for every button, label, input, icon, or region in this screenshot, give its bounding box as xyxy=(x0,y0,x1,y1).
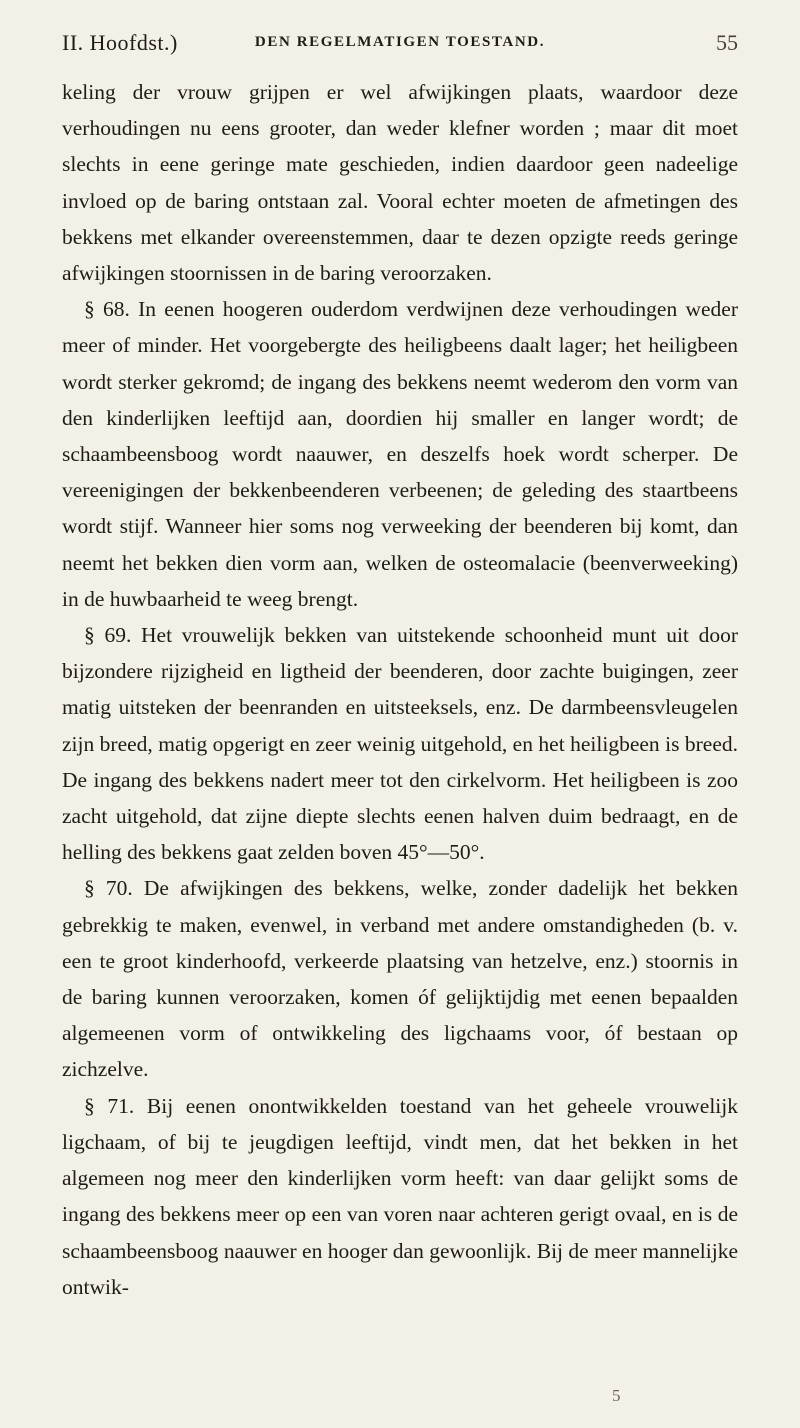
paragraph-continuation: keling der vrouw grijpen er wel afwijkingen plaats, waardoor deze verhoudingen nu eens grooter, dan weder klefner worden ; maar dit moet slechts in eene geringe mate geschieden, indien daardoor geen nadeelige invloed op de baring ontstaan zal. Vooral echter moeten de afmetingen des bekkens met elkander overeenstemmen, daar te dezen opzigte reeds geringe afwijkingen stoornissen in de baring veroorzaken. xyxy=(62,80,738,286)
running-head xyxy=(62,30,738,60)
paragraph-section-71: § 71. Bij eenen onontwikkelden toestand van het geheele vrouwelijk ligchaam, of bij te jeugdigen leeftijd, vindt men, dat het bekken in het algemeen nog meer den kinderlijken vorm heeft: van daar gelijkt soms de ingang des bekkens meer op een van voren naar achteren gerigt ovaal, en is de schaambeensboog naauwer en hooger dan gewoonlijk. Bij de meer mannelijke ontwik- xyxy=(62,1093,738,1299)
paragraph-section-68: § 68. In eenen hoogeren ouderdom verdwijnen deze verhoudingen weder meer of minder. Het voorgebergte des heiligbeens daalt lager; het heiligbeen wordt sterker gekromd; de ingang des bekkens neemt wederom den vorm van den kinderlijken leeftijd aan, doordien hij smaller en langer wordt; de schaambeensboog wordt naauwer, en deszelfs hoek wordt scherper. De vereenigingen der bekkenbeenderen verbeenen; de geleding des staartbeens wordt stijf. Wanneer hier soms nog verweeking der beenderen bij komt, dan neemt het bekken dien vorm aan, welken de osteomalacie (beenverweeking) in de huwbaarheid te weeg brengt. xyxy=(62,297,738,611)
page-number: 55 xyxy=(716,30,738,55)
chapter-reference: II. Hoofdst.) xyxy=(62,30,178,55)
paragraph-section-69: § 69. Het vrouwelijk bekken van uitstekende schoonheid munt uit door bijzondere rijzigheid en ligtheid der beenderen, door zachte buigingen, zeer matig uitsteken der beenranden en uitsteeksels, enz. De darmbeensvleugelen zijn breed, matig opgerigt en zeer weinig uitgehold, en het heiligbeen is breed. De ingang des bekkens nadert meer tot den cirkelvorm. Het heiligbeen is zoo zacht uitgehold, dat zijne diepte slechts eenen halven duim bedraagt, en de helling des bekkens gaat zelden boven 45°—50°. xyxy=(62,623,738,865)
running-title: DEN REGELMATIGEN TOESTAND. xyxy=(254,34,546,50)
body-text xyxy=(62,74,738,1305)
paragraph-section-70: § 70. De afwijkingen des bekkens, welke, zonder dadelijk het bekken gebrekkig te maken, evenwel, in verband met andere omstandigheden (b. v. een te groot kinderhoofd, verkeerde plaatsing van hetzelve, enz.) stoornis in de baring kunnen veroorzaken, komen óf gelijktijdig met eenen bepaalden algemeenen vorm of ontwikkeling des ligchaams voor, óf bestaan op zichzelve. xyxy=(62,876,738,1082)
signature-mark: 5 xyxy=(612,1386,621,1405)
